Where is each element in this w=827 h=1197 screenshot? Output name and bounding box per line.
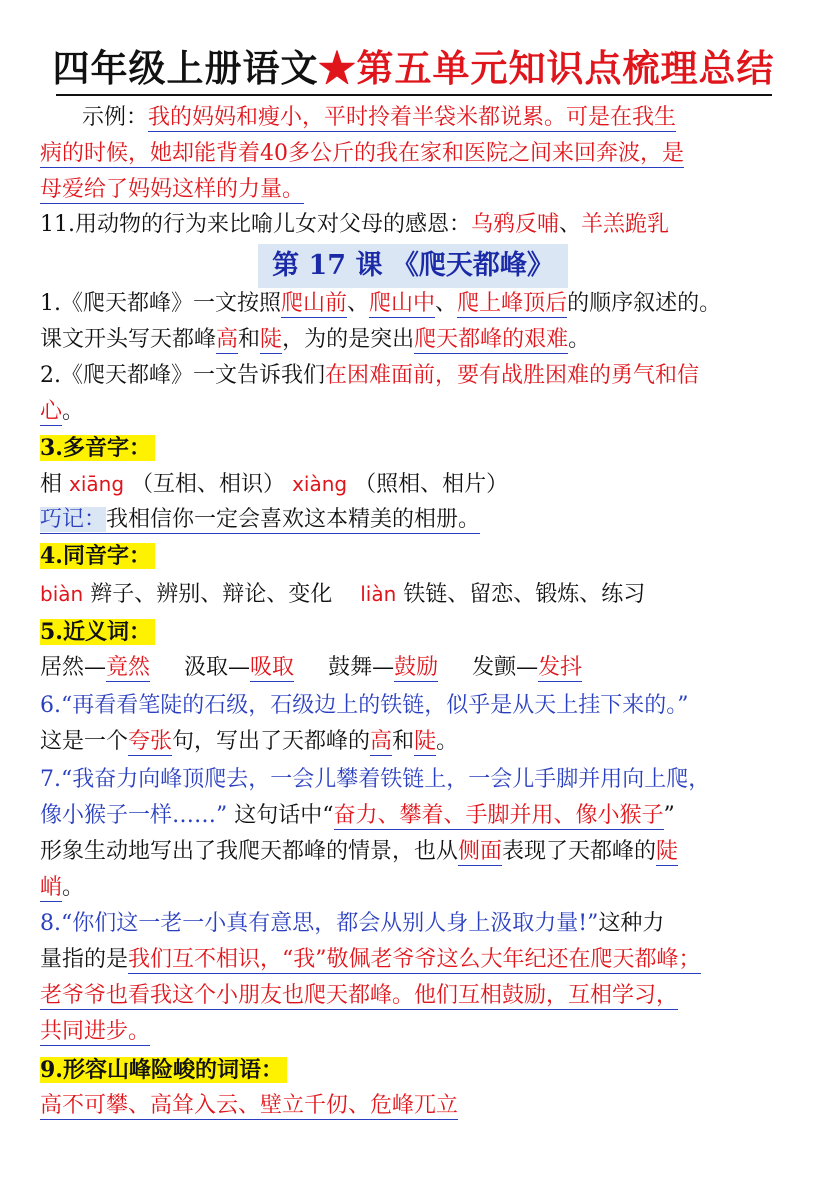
item-7-line-1: [40, 762, 800, 798]
homophone-pinyin-1: biàn: [40, 582, 84, 606]
item-1-answer-steep: 陡: [260, 327, 283, 352]
synonym-word: 汲取—: [184, 655, 251, 680]
item-7-quote-2: 像小猴子一样……”: [40, 803, 228, 828]
item-1-text-2: 课文开头写天都峰: [40, 327, 217, 352]
item-7-text-3: 形象生动地写出了我爬天都峰的情景，也从: [40, 839, 459, 864]
item-6-answer-3: 陡: [414, 729, 437, 754]
synonym-answer: 鼓励: [394, 655, 439, 680]
item-6-answer-1: 夸张: [128, 729, 173, 754]
item-1-answer-hard: 爬天都峰的艰难: [414, 327, 569, 352]
polyphone-words-2: （照相、相片）: [354, 472, 509, 497]
synonym-pair: [184, 655, 294, 682]
item-1-text-end: 的顺序叙述的。: [567, 291, 722, 316]
item-8-line-2: [40, 942, 800, 978]
tip-text: 我相信你一定会喜欢这本精美的相册。: [106, 507, 481, 532]
polyphone-pinyin-2: xiàng: [292, 472, 348, 496]
synonym-answer: 发抖: [538, 655, 583, 680]
example-line-1: [82, 100, 827, 136]
tip-line: [40, 502, 800, 538]
heading-5-text: 5.近义词：: [40, 619, 155, 645]
item-1-period: 。: [568, 327, 591, 352]
synonym-pair: [328, 655, 438, 682]
item-7-answer-1: 奋力、攀着、手脚并用、像小猴子: [333, 803, 664, 828]
item-6-text-3: 和: [392, 729, 415, 754]
item-11-sep: 、: [559, 212, 582, 237]
synonym-word: 鼓舞—: [328, 655, 395, 680]
homophone-words-1: 辫子、辨别、辩论、变化: [90, 582, 333, 607]
example-line-2: [40, 136, 800, 172]
item-2-period: 。: [62, 399, 85, 424]
item-1-answer-2: 爬山中: [369, 291, 436, 316]
example-line-3: [40, 172, 800, 208]
heading-4: [40, 538, 800, 575]
synonym-answer: 吸取: [250, 655, 295, 680]
example-text-2: 病的时候，她却能背着40多公斤的我在家和医院之间来回奔波，是: [40, 141, 684, 166]
item-8-quote: 8.“你们这一老一小真有意思，都会从别人身上汲取力量!”: [40, 911, 599, 936]
synonym-word: 居然—: [40, 655, 107, 680]
item-8-line-3: [40, 978, 800, 1014]
item-1-answer-1: 爬山前: [281, 291, 348, 316]
example-text-3: 母爱给了妈妈这样的力量。: [40, 177, 305, 202]
item-8-text-1: 这种力: [598, 911, 665, 936]
title-unit: 第五单元知识点梳理总结: [356, 46, 775, 90]
item-8-answer-1: 我们互不相识，“我”敬佩老爷爷这么大年纪还在爬天都峰；: [128, 947, 701, 972]
item-8-text-2: 量指的是: [40, 947, 129, 972]
item-2-line-1: [40, 358, 800, 394]
item-1-line-2: [40, 322, 800, 358]
item-6-quote: 6.“再看看笔陡的石级，石级边上的铁链，似乎是从天上挂下来的。”: [40, 693, 689, 718]
item-2-line-2: [40, 394, 800, 430]
item-2-text: 2.《爬天都峰》一文告诉我们: [40, 363, 325, 388]
item-8-line-1: [40, 906, 800, 942]
page-title: [0, 40, 827, 96]
item-6-line-1: [40, 688, 800, 724]
item-6-answer-2: 高: [370, 729, 393, 754]
star-icon: ★: [318, 46, 357, 90]
item-9-answer: 高不可攀、高耸入云、壁立千仞、危峰兀立: [40, 1093, 459, 1118]
item-7-text-1: 这句话中“: [234, 803, 334, 828]
item-1-answer-3: 爬上峰顶后: [457, 291, 568, 316]
example-label: 示例：: [82, 105, 149, 130]
item-6-line-2: [40, 724, 800, 760]
item-6-period: 。: [436, 729, 459, 754]
synonym-pair: [40, 655, 150, 682]
polyphone-char: 相: [40, 472, 63, 497]
item-11: [40, 207, 800, 243]
item-1-line-1: [40, 286, 800, 322]
item-11-answer-2: 羊羔跪乳: [581, 212, 670, 237]
item-7-text-4: 表现了天都峰的: [502, 839, 657, 864]
synonym-word: 发颤—: [472, 655, 539, 680]
heading-9-text: 9.形容山峰险峻的词语：: [40, 1057, 287, 1083]
heading-4-text: 4.同音字：: [40, 543, 155, 569]
homophone-line: [40, 576, 800, 613]
heading-5: [40, 614, 800, 651]
item-7-answer-3: 陡: [656, 839, 679, 864]
polyphone-words-1: （互相、相识）: [131, 472, 286, 497]
item-11-text: 11.用动物的行为来比喻儿女对父母的感恩：: [40, 212, 471, 237]
item-7-text-2: ”: [663, 803, 675, 828]
item-1-and: 和: [238, 327, 261, 352]
item-1-text: 1.《爬天都峰》一文按照: [40, 291, 281, 316]
item-1-sep-1: 、: [347, 291, 370, 316]
homophone-words-2: 铁链、留恋、锻炼、练习: [403, 582, 646, 607]
item-7-line-4: [40, 870, 800, 906]
item-8-answer-3: 共同进步。: [40, 1019, 151, 1044]
item-11-answer-1: 乌鸦反哺: [471, 212, 560, 237]
item-1-sep-2: 、: [435, 291, 458, 316]
item-9-line: [40, 1088, 800, 1124]
synonym-answer: 竟然: [106, 655, 151, 680]
heading-3: [40, 430, 800, 467]
lesson-title: 第 17 课 《爬天都峰》: [258, 244, 568, 288]
item-1-answer-high: 高: [216, 327, 239, 352]
heading-3-text: 3.多音字：: [40, 435, 155, 461]
item-6-text-2: 句，写出了天都峰的: [172, 729, 371, 754]
title-underline: [56, 94, 772, 96]
title-grade: 四年级上册语文: [52, 46, 319, 90]
item-6-text-1: 这是一个: [40, 729, 129, 754]
item-2-answer-2: 心: [40, 399, 63, 424]
item-7-line-2: [40, 798, 800, 834]
item-7-answer-4: 峭: [40, 875, 63, 900]
tip-underlined: [40, 507, 480, 534]
item-8-answer-2: 老爷爷也看我这个小朋友也爬天都峰。他们互相鼓励，互相学习，: [40, 983, 679, 1008]
example-text-1: 我的妈妈和瘦小，平时拎着半袋米都说累。可是在我生: [148, 105, 677, 130]
item-2-answer-1: 在困难面前，要有战胜困难的勇气和信: [325, 363, 700, 388]
homophone-pinyin-2: liàn: [360, 582, 397, 606]
item-8-line-4: [40, 1014, 800, 1050]
polyphone-pinyin-1: xiāng: [69, 472, 125, 496]
heading-9: [40, 1052, 800, 1089]
tip-label: 巧记：: [40, 507, 107, 532]
synonym-pair: [472, 655, 582, 682]
item-7-quote-1: 7.“我奋力向峰顶爬去，一会儿攀着铁链上，一会儿手脚并用向上爬，: [40, 767, 711, 792]
synonyms-line: [40, 650, 800, 686]
polyphone-line: [40, 466, 800, 503]
item-7-line-3: [40, 834, 800, 870]
item-7-period: 。: [62, 875, 85, 900]
item-1-text-3: ，为的是突出: [282, 327, 415, 352]
item-7-answer-2: 侧面: [458, 839, 503, 864]
